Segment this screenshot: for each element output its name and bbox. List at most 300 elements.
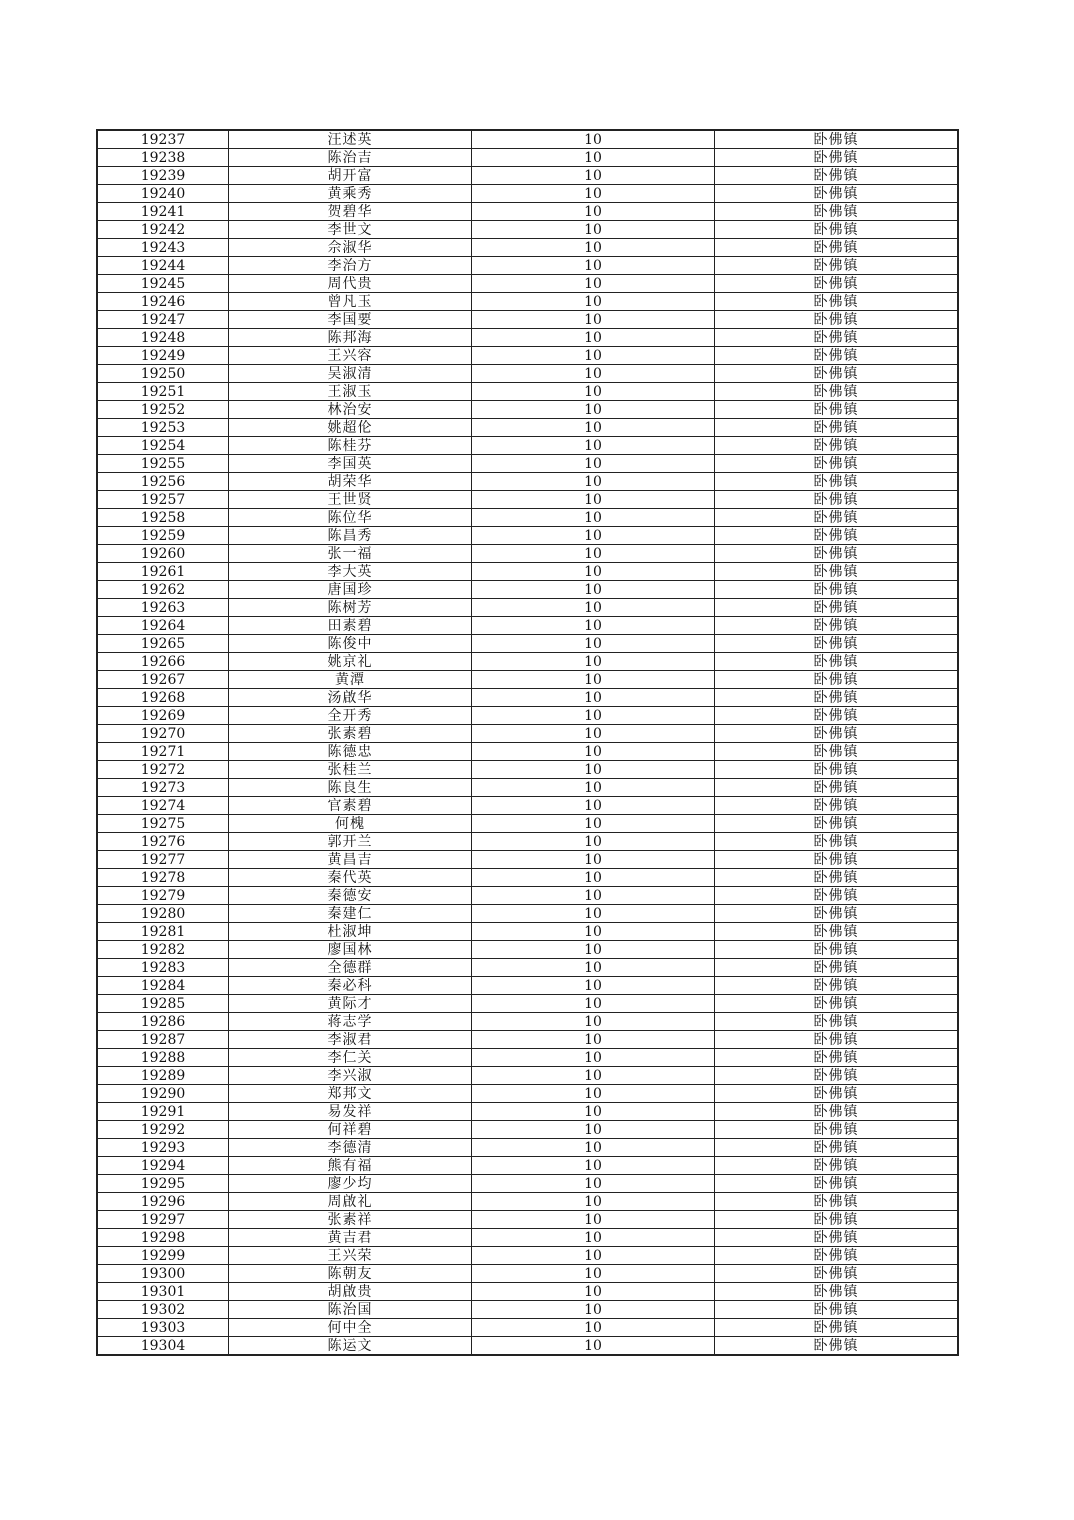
row-number-cell: 19288 [97, 1049, 229, 1067]
amount-cell: 10 [472, 329, 715, 347]
town-cell: 卧佛镇 [715, 383, 959, 401]
name-cell: 曾凡玉 [229, 293, 472, 311]
table-row [97, 311, 958, 329]
table-row [97, 257, 958, 275]
table-row [97, 185, 958, 203]
table-body [97, 130, 958, 1355]
row-number-cell: 19270 [97, 725, 229, 743]
name-cell: 黄昌吉 [229, 851, 472, 869]
row-number-cell: 19294 [97, 1157, 229, 1175]
town-cell: 卧佛镇 [715, 617, 959, 635]
amount-cell: 10 [472, 1013, 715, 1031]
name-cell: 王淑玉 [229, 383, 472, 401]
row-number-cell: 19255 [97, 455, 229, 473]
row-number-cell: 19285 [97, 995, 229, 1013]
table-row [97, 1337, 958, 1356]
table-row [97, 473, 958, 491]
amount-cell: 10 [472, 779, 715, 797]
amount-cell: 10 [472, 581, 715, 599]
name-cell: 何祥碧 [229, 1121, 472, 1139]
name-cell: 陈位华 [229, 509, 472, 527]
table-row [97, 599, 958, 617]
table-row [97, 1283, 958, 1301]
table-row [97, 743, 958, 761]
amount-cell: 10 [472, 725, 715, 743]
row-number-cell: 19299 [97, 1247, 229, 1265]
row-number-cell: 19302 [97, 1301, 229, 1319]
amount-cell: 10 [472, 653, 715, 671]
amount-cell: 10 [472, 383, 715, 401]
row-number-cell: 19290 [97, 1085, 229, 1103]
table-row [97, 239, 958, 257]
name-cell: 何槐 [229, 815, 472, 833]
row-number-cell: 19251 [97, 383, 229, 401]
amount-cell: 10 [472, 599, 715, 617]
amount-cell: 10 [472, 1103, 715, 1121]
name-cell: 唐国珍 [229, 581, 472, 599]
row-number-cell: 19261 [97, 563, 229, 581]
town-cell: 卧佛镇 [715, 293, 959, 311]
row-number-cell: 19282 [97, 941, 229, 959]
table-row [97, 833, 958, 851]
row-number-cell: 19274 [97, 797, 229, 815]
name-cell: 胡啟贵 [229, 1283, 472, 1301]
town-cell: 卧佛镇 [715, 491, 959, 509]
table-row [97, 1193, 958, 1211]
amount-cell: 10 [472, 527, 715, 545]
table-row [97, 203, 958, 221]
town-cell: 卧佛镇 [715, 599, 959, 617]
table-row [97, 1067, 958, 1085]
amount-cell: 10 [472, 1193, 715, 1211]
town-cell: 卧佛镇 [715, 653, 959, 671]
row-number-cell: 19259 [97, 527, 229, 545]
row-number-cell: 19260 [97, 545, 229, 563]
row-number-cell: 19253 [97, 419, 229, 437]
table-row [97, 149, 958, 167]
table-row [97, 671, 958, 689]
table-row [97, 221, 958, 239]
amount-cell: 10 [472, 707, 715, 725]
row-number-cell: 19296 [97, 1193, 229, 1211]
table-row [97, 437, 958, 455]
name-cell: 陈昌秀 [229, 527, 472, 545]
amount-cell: 10 [472, 365, 715, 383]
amount-cell: 10 [472, 1283, 715, 1301]
name-cell: 黄吉君 [229, 1229, 472, 1247]
town-cell: 卧佛镇 [715, 329, 959, 347]
table-row [97, 130, 958, 149]
table-row [97, 1085, 958, 1103]
table-row [97, 959, 958, 977]
table-row [97, 977, 958, 995]
amount-cell: 10 [472, 401, 715, 419]
name-cell: 张桂兰 [229, 761, 472, 779]
table-row [97, 383, 958, 401]
row-number-cell: 19295 [97, 1175, 229, 1193]
town-cell: 卧佛镇 [715, 1319, 959, 1337]
town-cell: 卧佛镇 [715, 995, 959, 1013]
amount-cell: 10 [472, 1157, 715, 1175]
table-row [97, 1157, 958, 1175]
amount-cell: 10 [472, 1085, 715, 1103]
amount-cell: 10 [472, 941, 715, 959]
table-row [97, 779, 958, 797]
name-cell: 秦建仁 [229, 905, 472, 923]
town-cell: 卧佛镇 [715, 419, 959, 437]
town-cell: 卧佛镇 [715, 1157, 959, 1175]
row-number-cell: 19289 [97, 1067, 229, 1085]
name-cell: 秦德安 [229, 887, 472, 905]
row-number-cell: 19279 [97, 887, 229, 905]
name-cell: 李治方 [229, 257, 472, 275]
table-row [97, 167, 958, 185]
town-cell: 卧佛镇 [715, 563, 959, 581]
amount-cell: 10 [472, 347, 715, 365]
table-row [97, 1121, 958, 1139]
town-cell: 卧佛镇 [715, 275, 959, 293]
town-cell: 卧佛镇 [715, 1283, 959, 1301]
town-cell: 卧佛镇 [715, 1031, 959, 1049]
amount-cell: 10 [472, 275, 715, 293]
town-cell: 卧佛镇 [715, 779, 959, 797]
table-row [97, 275, 958, 293]
town-cell: 卧佛镇 [715, 671, 959, 689]
name-cell: 陈树芳 [229, 599, 472, 617]
name-cell: 蒋志学 [229, 1013, 472, 1031]
name-cell: 陈德忠 [229, 743, 472, 761]
amount-cell: 10 [472, 1121, 715, 1139]
name-cell: 李世文 [229, 221, 472, 239]
town-cell: 卧佛镇 [715, 203, 959, 221]
town-cell: 卧佛镇 [715, 1067, 959, 1085]
amount-cell: 10 [472, 545, 715, 563]
amount-cell: 10 [472, 869, 715, 887]
amount-cell: 10 [472, 833, 715, 851]
table-row [97, 851, 958, 869]
table-row [97, 905, 958, 923]
town-cell: 卧佛镇 [715, 1193, 959, 1211]
town-cell: 卧佛镇 [715, 689, 959, 707]
table-row [97, 635, 958, 653]
row-number-cell: 19278 [97, 869, 229, 887]
row-number-cell: 19247 [97, 311, 229, 329]
amount-cell: 10 [472, 923, 715, 941]
town-cell: 卧佛镇 [715, 257, 959, 275]
table-row [97, 941, 958, 959]
town-cell: 卧佛镇 [715, 167, 959, 185]
name-cell: 周啟礼 [229, 1193, 472, 1211]
table-row [97, 545, 958, 563]
town-cell: 卧佛镇 [715, 887, 959, 905]
amount-cell: 10 [472, 1139, 715, 1157]
row-number-cell: 19273 [97, 779, 229, 797]
table-row [97, 347, 958, 365]
row-number-cell: 19266 [97, 653, 229, 671]
town-cell: 卧佛镇 [715, 707, 959, 725]
amount-cell: 10 [472, 671, 715, 689]
name-cell: 全德群 [229, 959, 472, 977]
row-number-cell: 19245 [97, 275, 229, 293]
row-number-cell: 19272 [97, 761, 229, 779]
row-number-cell: 19256 [97, 473, 229, 491]
name-cell: 姚超伦 [229, 419, 472, 437]
row-number-cell: 19244 [97, 257, 229, 275]
town-cell: 卧佛镇 [715, 1301, 959, 1319]
town-cell: 卧佛镇 [715, 941, 959, 959]
town-cell: 卧佛镇 [715, 527, 959, 545]
town-cell: 卧佛镇 [715, 455, 959, 473]
table-row [97, 1247, 958, 1265]
name-cell: 王兴容 [229, 347, 472, 365]
name-cell: 胡开富 [229, 167, 472, 185]
name-cell: 李国要 [229, 311, 472, 329]
name-cell: 廖国林 [229, 941, 472, 959]
row-number-cell: 19243 [97, 239, 229, 257]
town-cell: 卧佛镇 [715, 833, 959, 851]
town-cell: 卧佛镇 [715, 130, 959, 149]
town-cell: 卧佛镇 [715, 959, 959, 977]
row-number-cell: 19291 [97, 1103, 229, 1121]
row-number-cell: 19300 [97, 1265, 229, 1283]
amount-cell: 10 [472, 743, 715, 761]
name-cell: 汪述英 [229, 130, 472, 149]
town-cell: 卧佛镇 [715, 869, 959, 887]
amount-cell: 10 [472, 437, 715, 455]
name-cell: 全开秀 [229, 707, 472, 725]
row-number-cell: 19275 [97, 815, 229, 833]
town-cell: 卧佛镇 [715, 509, 959, 527]
row-number-cell: 19301 [97, 1283, 229, 1301]
town-cell: 卧佛镇 [715, 581, 959, 599]
town-cell: 卧佛镇 [715, 347, 959, 365]
name-cell: 何中全 [229, 1319, 472, 1337]
town-cell: 卧佛镇 [715, 1049, 959, 1067]
town-cell: 卧佛镇 [715, 1103, 959, 1121]
amount-cell: 10 [472, 995, 715, 1013]
row-number-cell: 19238 [97, 149, 229, 167]
town-cell: 卧佛镇 [715, 977, 959, 995]
name-cell: 易发祥 [229, 1103, 472, 1121]
table-row [97, 581, 958, 599]
table-row [97, 869, 958, 887]
row-number-cell: 19254 [97, 437, 229, 455]
amount-cell: 10 [472, 293, 715, 311]
table-row [97, 293, 958, 311]
amount-cell: 10 [472, 1319, 715, 1337]
amount-cell: 10 [472, 130, 715, 149]
name-cell: 陈俊中 [229, 635, 472, 653]
data-table [96, 129, 959, 1356]
table-row [97, 761, 958, 779]
name-cell: 陈桂芬 [229, 437, 472, 455]
table-row [97, 1139, 958, 1157]
town-cell: 卧佛镇 [715, 761, 959, 779]
name-cell: 张素碧 [229, 725, 472, 743]
town-cell: 卧佛镇 [715, 1013, 959, 1031]
name-cell: 佘淑华 [229, 239, 472, 257]
name-cell: 胡荣华 [229, 473, 472, 491]
table-row [97, 995, 958, 1013]
name-cell: 郭开兰 [229, 833, 472, 851]
town-cell: 卧佛镇 [715, 1085, 959, 1103]
amount-cell: 10 [472, 887, 715, 905]
amount-cell: 10 [472, 509, 715, 527]
town-cell: 卧佛镇 [715, 1175, 959, 1193]
table-row [97, 1049, 958, 1067]
table-row [97, 491, 958, 509]
name-cell: 秦必科 [229, 977, 472, 995]
name-cell: 李仁关 [229, 1049, 472, 1067]
table-row [97, 365, 958, 383]
row-number-cell: 19246 [97, 293, 229, 311]
name-cell: 陈良生 [229, 779, 472, 797]
row-number-cell: 19292 [97, 1121, 229, 1139]
row-number-cell: 19248 [97, 329, 229, 347]
name-cell: 张一福 [229, 545, 472, 563]
table-row [97, 1013, 958, 1031]
name-cell: 郑邦文 [229, 1085, 472, 1103]
town-cell: 卧佛镇 [715, 311, 959, 329]
table-row [97, 1103, 958, 1121]
town-cell: 卧佛镇 [715, 1139, 959, 1157]
town-cell: 卧佛镇 [715, 905, 959, 923]
town-cell: 卧佛镇 [715, 365, 959, 383]
amount-cell: 10 [472, 1301, 715, 1319]
row-number-cell: 19297 [97, 1211, 229, 1229]
table-row [97, 509, 958, 527]
amount-cell: 10 [472, 1175, 715, 1193]
name-cell: 黄乘秀 [229, 185, 472, 203]
town-cell: 卧佛镇 [715, 149, 959, 167]
row-number-cell: 19249 [97, 347, 229, 365]
amount-cell: 10 [472, 1265, 715, 1283]
row-number-cell: 19269 [97, 707, 229, 725]
town-cell: 卧佛镇 [715, 797, 959, 815]
town-cell: 卧佛镇 [715, 437, 959, 455]
table-row [97, 329, 958, 347]
amount-cell: 10 [472, 635, 715, 653]
name-cell: 李大英 [229, 563, 472, 581]
amount-cell: 10 [472, 1067, 715, 1085]
table-row [97, 455, 958, 473]
name-cell: 黄际才 [229, 995, 472, 1013]
name-cell: 杜淑坤 [229, 923, 472, 941]
amount-cell: 10 [472, 1229, 715, 1247]
row-number-cell: 19277 [97, 851, 229, 869]
amount-cell: 10 [472, 311, 715, 329]
town-cell: 卧佛镇 [715, 1337, 959, 1356]
town-cell: 卧佛镇 [715, 743, 959, 761]
name-cell: 李淑君 [229, 1031, 472, 1049]
name-cell: 陈治国 [229, 1301, 472, 1319]
name-cell: 姚京礼 [229, 653, 472, 671]
name-cell: 黄潭 [229, 671, 472, 689]
table-row [97, 797, 958, 815]
row-number-cell: 19262 [97, 581, 229, 599]
row-number-cell: 19287 [97, 1031, 229, 1049]
row-number-cell: 19240 [97, 185, 229, 203]
name-cell: 廖少均 [229, 1175, 472, 1193]
row-number-cell: 19267 [97, 671, 229, 689]
amount-cell: 10 [472, 149, 715, 167]
row-number-cell: 19241 [97, 203, 229, 221]
town-cell: 卧佛镇 [715, 635, 959, 653]
town-cell: 卧佛镇 [715, 473, 959, 491]
row-number-cell: 19304 [97, 1337, 229, 1356]
town-cell: 卧佛镇 [715, 1265, 959, 1283]
name-cell: 田素碧 [229, 617, 472, 635]
amount-cell: 10 [472, 1247, 715, 1265]
row-number-cell: 19239 [97, 167, 229, 185]
row-number-cell: 19283 [97, 959, 229, 977]
row-number-cell: 19293 [97, 1139, 229, 1157]
table-row [97, 1211, 958, 1229]
amount-cell: 10 [472, 959, 715, 977]
row-number-cell: 19258 [97, 509, 229, 527]
table-row [97, 527, 958, 545]
row-number-cell: 19268 [97, 689, 229, 707]
row-number-cell: 19280 [97, 905, 229, 923]
row-number-cell: 19303 [97, 1319, 229, 1337]
table-row [97, 923, 958, 941]
name-cell: 张素祥 [229, 1211, 472, 1229]
amount-cell: 10 [472, 815, 715, 833]
town-cell: 卧佛镇 [715, 1121, 959, 1139]
name-cell: 汤啟华 [229, 689, 472, 707]
row-number-cell: 19286 [97, 1013, 229, 1031]
amount-cell: 10 [472, 761, 715, 779]
town-cell: 卧佛镇 [715, 401, 959, 419]
amount-cell: 10 [472, 167, 715, 185]
amount-cell: 10 [472, 1031, 715, 1049]
amount-cell: 10 [472, 491, 715, 509]
name-cell: 王兴荣 [229, 1247, 472, 1265]
town-cell: 卧佛镇 [715, 923, 959, 941]
row-number-cell: 19237 [97, 130, 229, 149]
amount-cell: 10 [472, 797, 715, 815]
amount-cell: 10 [472, 851, 715, 869]
town-cell: 卧佛镇 [715, 1247, 959, 1265]
row-number-cell: 19276 [97, 833, 229, 851]
name-cell: 陈运文 [229, 1337, 472, 1356]
row-number-cell: 19257 [97, 491, 229, 509]
town-cell: 卧佛镇 [715, 1211, 959, 1229]
amount-cell: 10 [472, 1049, 715, 1067]
town-cell: 卧佛镇 [715, 851, 959, 869]
table-row [97, 1175, 958, 1193]
table-row [97, 707, 958, 725]
name-cell: 贺碧华 [229, 203, 472, 221]
name-cell: 王世贤 [229, 491, 472, 509]
row-number-cell: 19284 [97, 977, 229, 995]
amount-cell: 10 [472, 257, 715, 275]
amount-cell: 10 [472, 689, 715, 707]
town-cell: 卧佛镇 [715, 239, 959, 257]
amount-cell: 10 [472, 419, 715, 437]
table-row [97, 401, 958, 419]
name-cell: 陈邦海 [229, 329, 472, 347]
amount-cell: 10 [472, 1211, 715, 1229]
town-cell: 卧佛镇 [715, 185, 959, 203]
row-number-cell: 19252 [97, 401, 229, 419]
row-number-cell: 19242 [97, 221, 229, 239]
row-number-cell: 19263 [97, 599, 229, 617]
row-number-cell: 19298 [97, 1229, 229, 1247]
table-row [97, 725, 958, 743]
name-cell: 秦代英 [229, 869, 472, 887]
name-cell: 李兴淑 [229, 1067, 472, 1085]
